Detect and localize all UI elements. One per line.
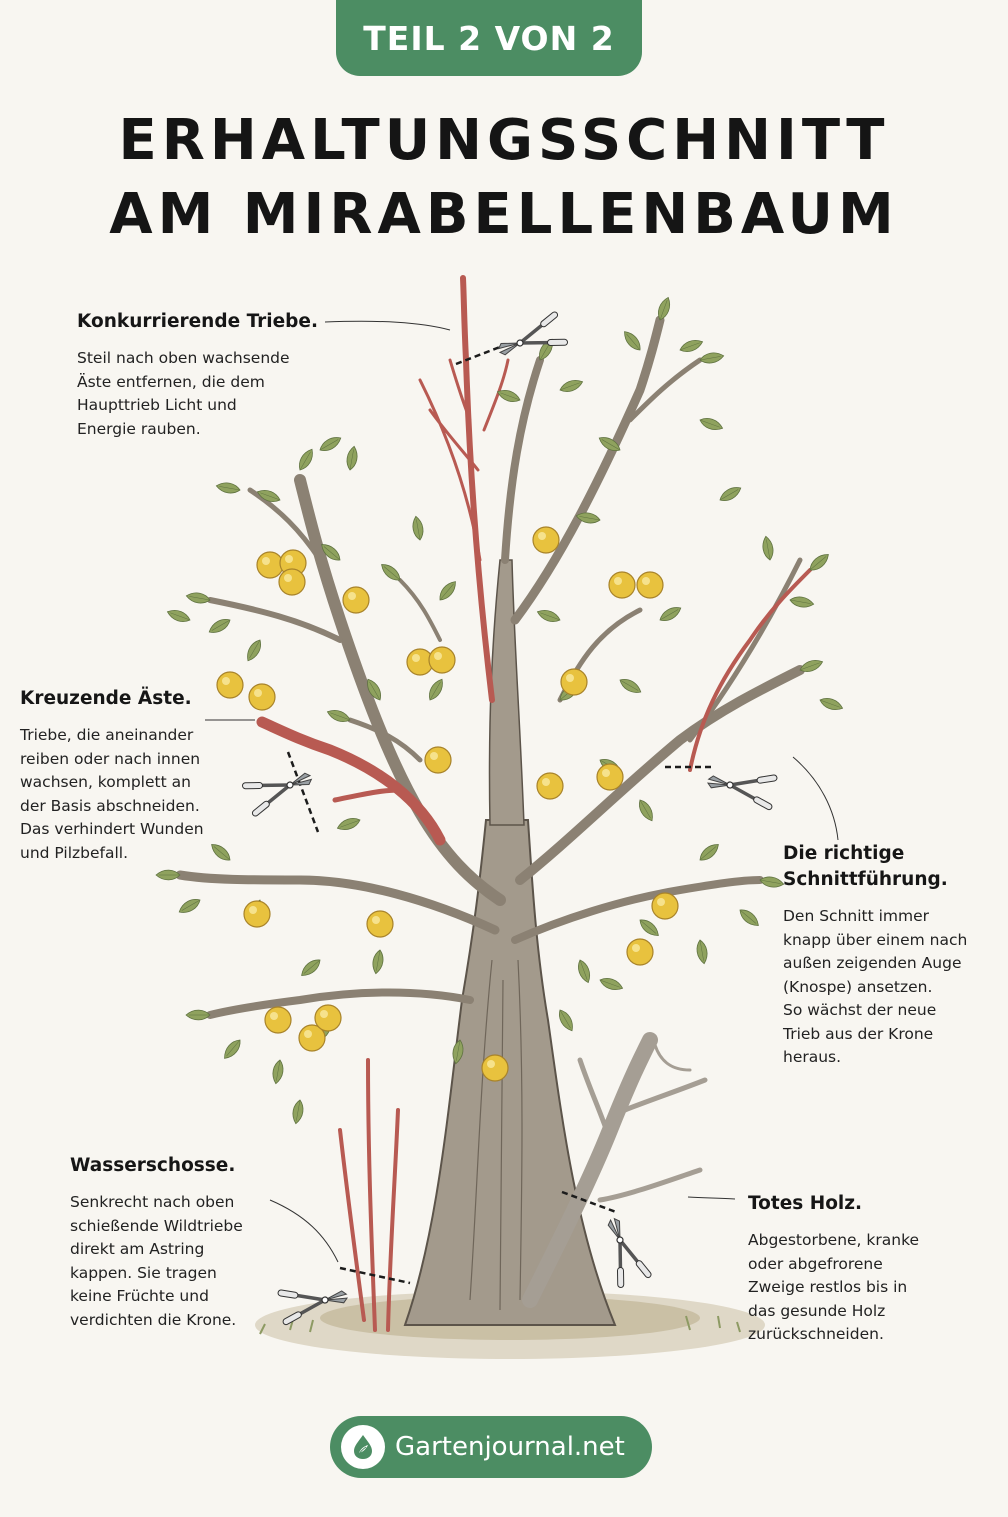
callout-title: Wasserschosse.: [70, 1155, 236, 1176]
callout-title: Konkurrierende Triebe.: [77, 311, 318, 332]
callout-konkurrierende-triebe: [77, 309, 337, 441]
callout-wasserschosse: [70, 1153, 280, 1332]
brand-footer[interactable]: [330, 1416, 652, 1478]
page-title-line-1: ERHALTUNGSSCHNITT: [118, 108, 890, 173]
part-badge: TEIL 2 VON 2: [336, 0, 642, 76]
callout-text: Senkrecht nach oben schießende Wildtriebe direkt am Astring kappen. Sie tragen keine Früchte und verdichten die Krone.: [70, 1193, 243, 1329]
leaf-drop-icon: [341, 1425, 385, 1469]
callout-title: Totes Holz.: [748, 1193, 863, 1214]
callout-text: Triebe, die aneinander reiben oder nach innen wachsen, komplett an der Basis abschneiden. Das verhindert Wunden und Pilzbefall.: [20, 726, 204, 862]
callout-totes-holz: [748, 1191, 948, 1347]
page-title-line-2: AM MIRABELLENBAUM: [109, 182, 899, 247]
callout-title: Die richtige Schnittführung.: [783, 843, 948, 890]
callout-kreuzende-aeste: [20, 686, 220, 865]
callout-text: Den Schnitt immer knapp über einem nach außen zeigenden Auge (Knospe) ansetzen. So wächst der neue Trieb aus der Krone heraus.: [783, 907, 968, 1066]
callout-title: Kreuzende Äste.: [20, 688, 192, 709]
brand-name: Gartenjournal.net: [395, 1432, 625, 1462]
callout-richtige-schnittfuehrung: [783, 841, 993, 1070]
callout-text: Steil nach oben wachsende Äste entfernen, die dem Haupttrieb Licht und Energie rauben.: [77, 349, 290, 438]
water-sprouts: [340, 1060, 398, 1330]
callout-text: Abgestorbene, kranke oder abgefrorene Zweige restlos bis in das gesunde Holz zurückschneiden.: [748, 1231, 920, 1343]
